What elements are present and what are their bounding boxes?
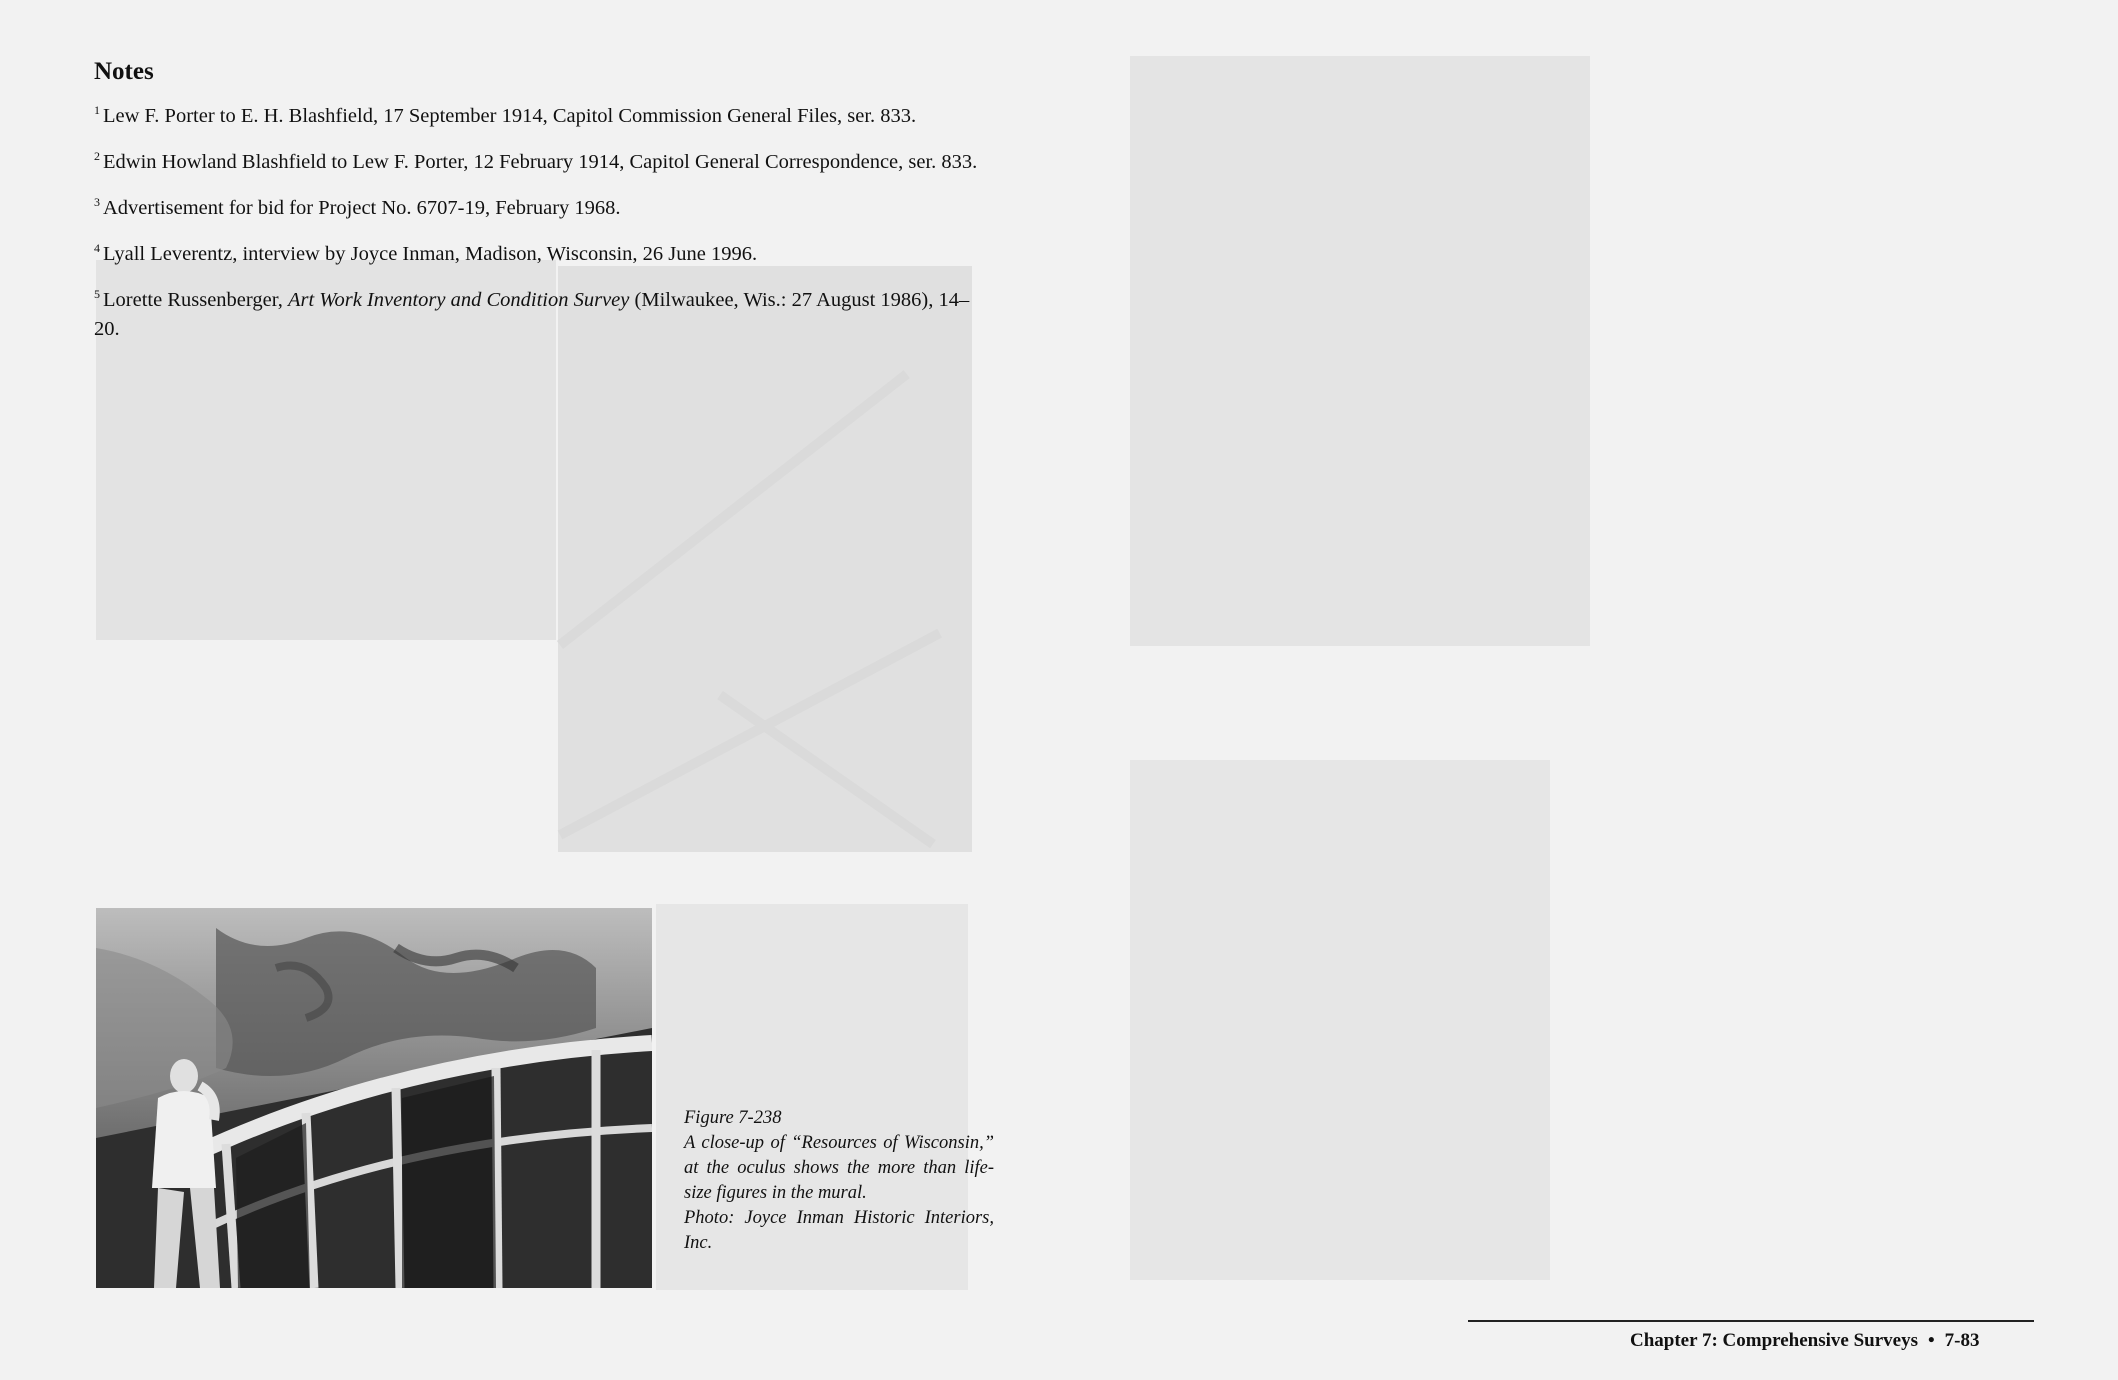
bleed-through-photo-right-lower: [1130, 760, 1550, 1280]
figure-number: Figure 7-238: [684, 1108, 782, 1128]
notes-heading: Notes: [94, 58, 154, 85]
figure-credit: Photo: Joyce Inman Historic Interiors, Inc.: [684, 1208, 994, 1253]
figure-description: A close-up of “Resources of Wisconsin,” at the oculus shows the more than life-size figures in the mural.: [684, 1133, 994, 1203]
note-number: 1: [94, 103, 100, 117]
note-text: Lew F. Porter to E. H. Blashfield, 17 September 1914, Capitol Commission General Files, ser. 833.: [103, 105, 917, 127]
notes-section: [94, 58, 994, 355]
note-text: Lyall Leverentz, interview by Joyce Inman, Madison, Wisconsin, 26 June 1996.: [103, 243, 758, 265]
note-3: [94, 188, 994, 223]
note-1: [94, 96, 994, 131]
footer-chapter: Chapter 7: Comprehensive Surveys: [1630, 1330, 1918, 1351]
note-number: 3: [94, 195, 100, 209]
figure-photo: [96, 908, 652, 1288]
footer-page-number: 7-83: [1944, 1330, 1980, 1351]
mural-oculus-photo: [96, 908, 652, 1288]
note-text: Edwin Howland Blashfield to Lew F. Porter, 12 February 1914, Capitol General Correspondence, ser. 833.: [103, 151, 978, 173]
page-footer: [1630, 1330, 1979, 1352]
note-number: 5: [94, 287, 100, 301]
note-text: Lorette Russenberger,: [103, 289, 288, 311]
note-title: Art Work Inventory and Condition Survey: [287, 289, 630, 311]
note-2: [94, 142, 994, 177]
figure-caption: [684, 1106, 994, 1256]
note-4: [94, 234, 994, 269]
footer-rule: [1468, 1320, 2034, 1322]
footer-bullet: •: [1928, 1330, 1935, 1351]
note-number: 2: [94, 149, 100, 163]
bleed-through-photo-right: [1130, 56, 1590, 646]
note-text: (Milwaukee, Wis.: 27 August 1986), 14–20.: [94, 289, 970, 340]
note-5: [94, 280, 974, 344]
note-text: Advertisement for bid for Project No. 6707-19, February 1968.: [103, 197, 621, 219]
note-number: 4: [94, 241, 100, 255]
